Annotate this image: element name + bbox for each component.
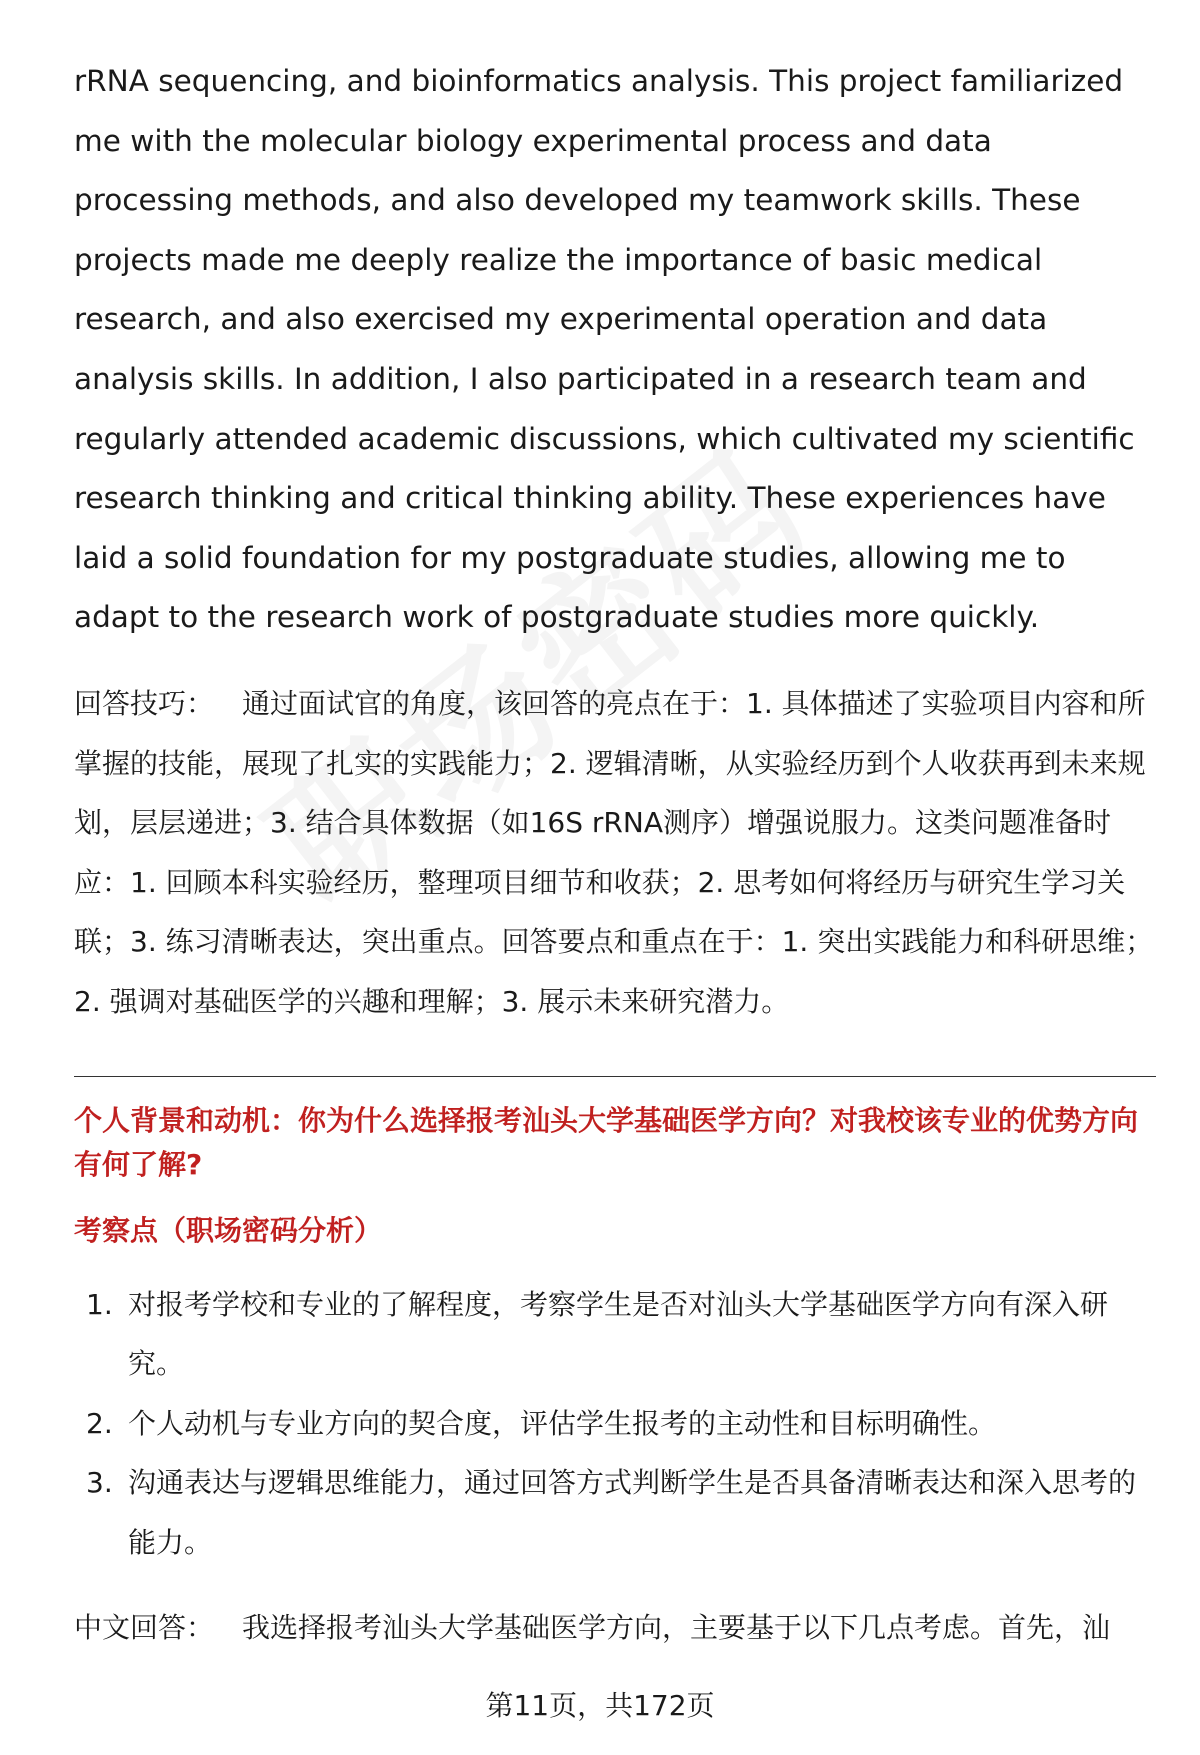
assessment-list: [74, 1275, 1156, 1573]
document-body: [74, 52, 1156, 1658]
page-number: 第11页，共172页: [485, 1689, 715, 1722]
question-heading: 个人背景和动机：你为什么选择报考汕头大学基础医学方向？对我校该专业的优势方向有何了解?: [74, 1103, 1139, 1181]
list-item-number: 2.: [86, 1406, 113, 1440]
list-item: [74, 1275, 1156, 1394]
english-answer-paragraph: rRNA sequencing, and bioinformatics analysis. This project familiarized me with the molecular biology experimental process and data processing methods, and also developed my teamwork skills. These projects made me deeply realize the importance of basic medical research, and also exercised my experimental operation and data analysis skills. In addition, I also participated in a research team and regularly attended academic discussions, which cultivated my scientific research thinking and critical thinking ability. These experiences have laid a solid foundation for my postgraduate studies, allowing me to adapt to the research work of postgraduate studies more quickly.: [74, 64, 1135, 635]
list-item: [74, 1453, 1156, 1572]
list-item-number: 3.: [86, 1466, 113, 1500]
list-item-text: 对报考学校和专业的了解程度，考察学生是否对汕头大学基础医学方向有深入研究。: [128, 1287, 1109, 1381]
list-item-text: 个人动机与专业方向的契合度，评估学生报考的主动性和目标明确性。: [128, 1406, 997, 1440]
answer-tips-paragraph: [74, 674, 1156, 1032]
chinese-answer-text: 我选择报考汕头大学基础医学方向，主要基于以下几点考虑。首先，汕: [242, 1611, 1111, 1645]
section-divider: [74, 1076, 1156, 1077]
list-item-text: 沟通表达与逻辑思维能力，通过回答方式判断学生是否具备清晰表达和深入思考的能力。: [128, 1466, 1137, 1559]
assessment-heading: 考察点（职场密码分析）: [74, 1213, 383, 1247]
chinese-answer-label: 中文回答：: [74, 1611, 215, 1645]
chinese-answer-paragraph: [74, 1598, 1156, 1658]
list-item-number: 1.: [86, 1287, 113, 1321]
list-item: [74, 1394, 1156, 1454]
answer-tips-label: 回答技巧：: [74, 686, 215, 720]
answer-tips-text: 通过面试官的角度，该回答的亮点在于：1. 具体描述了实验项目内容和所掌握的技能，展现了扎实的实践能力；2. 逻辑清晰，从实验经历到个人收获再到未来规划，层层递进；3. 结合具体数据（如16S rRNA测序）增强说服力。这类问题准备时应：1. 回顾本科实验经历，整理项目细节和收获；2. 思考如何将经历与研究生学习关联；3. 练习清晰表达，突出重点。回答要点和重点在于：1. 突出实践能力和科研思维；2. 强调对基础医学的兴趣和理解；3. 展示未来研究潜力。: [74, 686, 1154, 1018]
